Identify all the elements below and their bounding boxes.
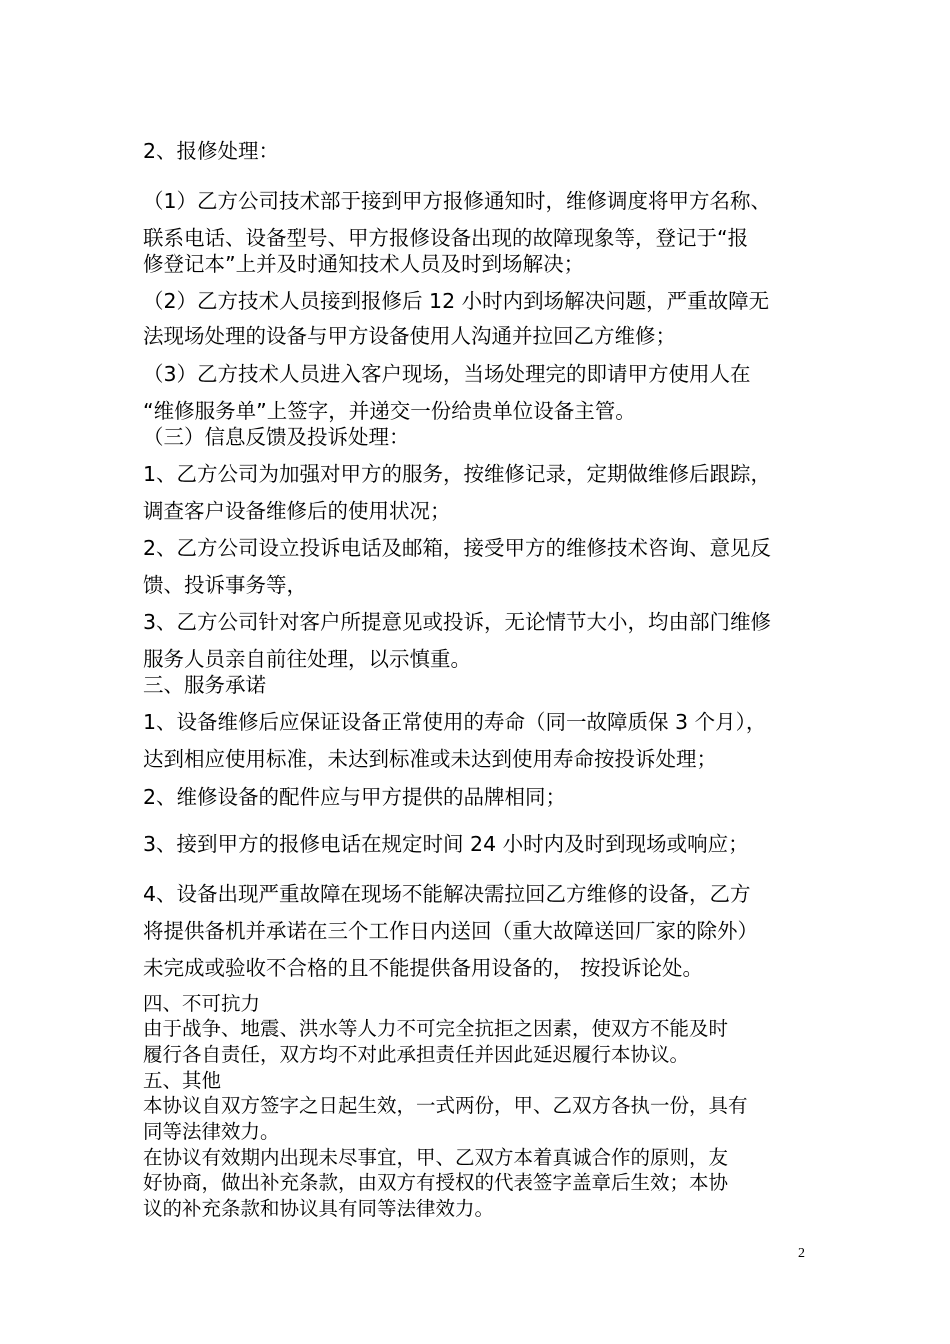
text-line: 在协议有效期内出现未尽事宜，甲、乙双方本着真诚合作的原则，友 <box>143 1146 729 1169</box>
text-line: 3、乙方公司针对客户所提意见或投诉，无论情节大小，均由部门维修 <box>143 610 772 634</box>
text-line: 4、设备出现严重故障在现场不能解决需拉回乙方维修的设备，乙方 <box>143 882 751 906</box>
section-heading: 五、其他 <box>143 1069 222 1092</box>
text-line: 1、乙方公司为加强对甲方的服务，按维修记录，定期做维修后跟踪， <box>143 462 772 486</box>
text-line: 联系电话、设备型号、甲方报修设备出现的故障现象等，登记于“报 <box>143 226 749 250</box>
text-line: 2、维修设备的配件应与甲方提供的品牌相同； <box>143 785 567 809</box>
text-line: 1、设备维修后应保证设备正常使用的寿命（同一故障质保 3 个月）， <box>143 710 767 734</box>
text-line: 修登记本”上并及时通知技术人员及时到场解决； <box>143 252 585 276</box>
text-line: 由于战争、地震、洪水等人力不可完全抗拒之因素，使双方不能及时 <box>143 1017 729 1040</box>
text-line: （2）乙方技术人员接到报修后 12 小时内到场解决问题，严重故障无 <box>143 289 770 313</box>
page-number: 2 <box>798 1246 805 1261</box>
section-heading: 四、不可抗力 <box>143 992 261 1015</box>
section-heading: 三、服务承诺 <box>143 673 266 697</box>
text-line: 议的补充条款和协议具有同等法律效力。 <box>143 1197 495 1220</box>
text-line: 好协商，做出补充条款，由双方有授权的代表签字盖章后生效；本协 <box>143 1171 729 1194</box>
text-line: （3）乙方技术人员进入客户现场，当场处理完的即请甲方使用人在 <box>143 362 751 386</box>
text-line: （1）乙方公司技术部于接到甲方报修通知时，维修调度将甲方名称、 <box>143 189 772 213</box>
text-line: 达到相应使用标准，未达到标准或未达到使用寿命按投诉处理； <box>143 747 717 771</box>
text-line: 2、报修处理： <box>143 139 280 163</box>
text-line: （三）信息反馈及投诉处理： <box>143 425 410 449</box>
text-line: 未完成或验收不合格的且不能提供备用设备的， 按投诉论处。 <box>143 956 704 980</box>
text-line: 调查客户设备维修后的使用状况； <box>143 499 451 523</box>
text-line: 法现场处理的设备与甲方设备使用人沟通并拉回乙方维修； <box>143 324 676 348</box>
text-line: 履行各自责任，双方均不对此承担责任并因此延迟履行本协议。 <box>143 1043 690 1066</box>
text-line: 2、乙方公司设立投诉电话及邮箱，接受甲方的维修技术咨询、意见反 <box>143 536 772 560</box>
text-line: “维修服务单”上签字，并递交一份给贵单位设备主管。 <box>143 399 636 423</box>
text-line: 同等法律效力。 <box>143 1120 280 1143</box>
text-line: 3、接到甲方的报修电话在规定时间 24 小时内及时到现场或响应； <box>143 832 749 856</box>
text-line: 馈、投诉事务等， <box>143 573 307 597</box>
text-line: 服务人员亲自前往处理，以示慎重。 <box>143 647 471 671</box>
text-line: 将提供备机并承诺在三个工作日内送回（重大故障送回厂家的除外） <box>143 919 758 943</box>
text-line: 本协议自双方签字之日起生效，一式两份，甲、乙双方各执一份，具有 <box>143 1094 748 1117</box>
